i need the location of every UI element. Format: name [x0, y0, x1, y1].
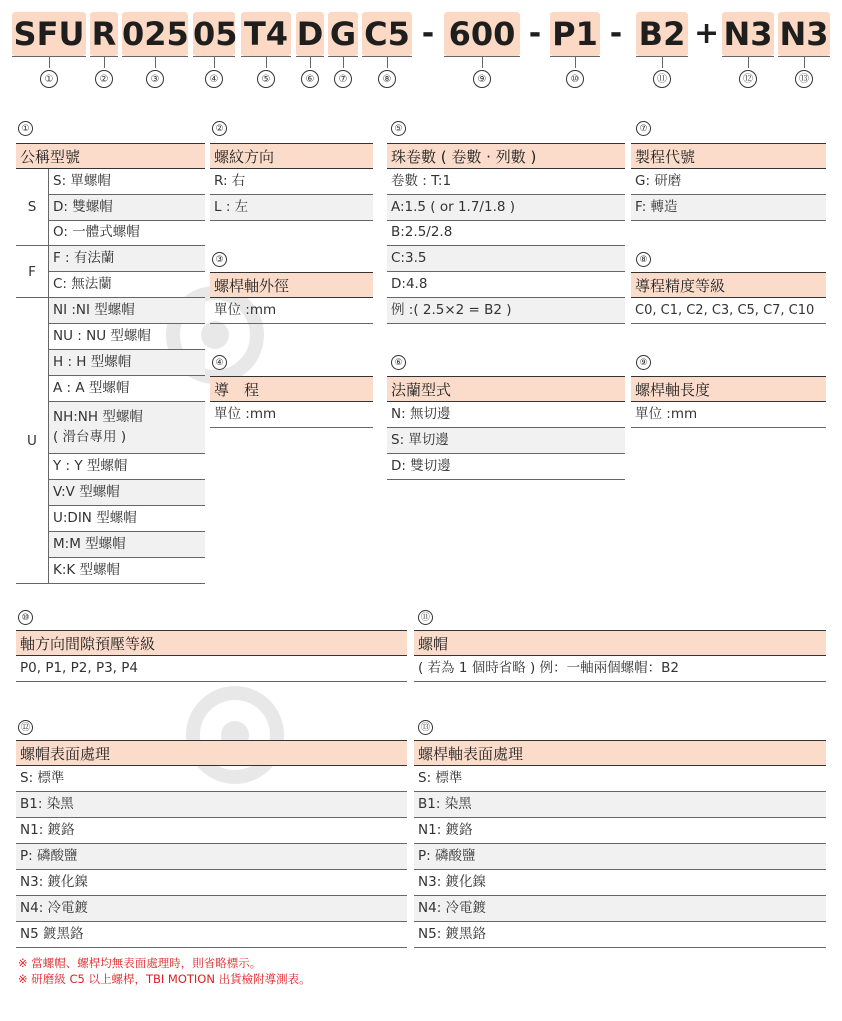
- section-number: ⑨: [636, 355, 651, 370]
- list-item: U:DIN 型螺帽: [49, 506, 205, 532]
- list-item: R: 右: [210, 169, 373, 195]
- code-part-b2: B2: [636, 12, 688, 56]
- code-part-c5: C5: [362, 12, 412, 56]
- list-item: S: 標準: [16, 766, 407, 792]
- group-label-f: F: [16, 246, 49, 298]
- list-item: N3: 鍍化鎳: [16, 870, 407, 896]
- list-item: [49, 402, 205, 454]
- list-item: 單位 :mm: [210, 402, 373, 428]
- section-title: 導 程: [210, 376, 373, 402]
- list-item: S: 標準: [414, 766, 826, 792]
- list-item: K:K 型螺帽: [49, 558, 205, 584]
- section-title: 珠卷數 ( 卷數 · 列數 ): [387, 143, 625, 169]
- section-number: ⑥: [391, 355, 406, 370]
- section-number: ⑩: [18, 610, 33, 625]
- list-item: 卷數 : T:1: [387, 169, 625, 195]
- code-part-sfu: SFU: [12, 12, 86, 56]
- code-index-11: ⑪: [653, 70, 671, 88]
- code-separator: -: [528, 16, 542, 51]
- code-index-9: ⑨: [473, 70, 491, 88]
- code-index-6: ⑥: [301, 70, 319, 88]
- code-index-2: ②: [95, 70, 113, 88]
- code-index-4: ④: [205, 70, 223, 88]
- group-label-u: U: [16, 298, 49, 584]
- code-index-8: ⑧: [378, 70, 396, 88]
- list-item: Y : Y 型螺帽: [49, 454, 205, 480]
- list-item: N: 無切邊: [387, 402, 625, 428]
- list-item: N4: 冷電鍍: [414, 896, 826, 922]
- list-item: V:V 型螺帽: [49, 480, 205, 506]
- code-index-1: ①: [40, 70, 58, 88]
- list-item: C: 無法蘭: [49, 272, 205, 298]
- list-item: N5: 鍍黑鉻: [414, 922, 826, 948]
- list-item: N1: 鍍鉻: [16, 818, 407, 844]
- section-number: ①: [18, 121, 33, 136]
- code-index-5: ⑤: [257, 70, 275, 88]
- list-item: N4: 冷電鍍: [16, 896, 407, 922]
- code-separator: -: [609, 16, 623, 51]
- code-part-n3-nut: N3: [722, 12, 774, 56]
- list-item: 單位 :mm: [210, 298, 373, 324]
- list-item: S: 單切邊: [387, 428, 625, 454]
- section-title: 導程精度等級: [631, 272, 826, 298]
- code-part-r: R: [90, 12, 118, 56]
- list-item: A : A 型螺帽: [49, 376, 205, 402]
- section-title: 法蘭型式: [387, 376, 625, 402]
- code-part-p1: P1: [550, 12, 600, 56]
- code-separator: -: [421, 16, 435, 51]
- list-item: B:2.5/2.8: [387, 220, 625, 246]
- code-part-d: D: [296, 12, 324, 56]
- list-item: G: 研磨: [631, 169, 826, 195]
- section-number: ④: [212, 355, 227, 370]
- list-item: N3: 鍍化鎳: [414, 870, 826, 896]
- list-item-line: ( 滑台專用 ): [53, 429, 127, 445]
- code-part-g: G: [328, 12, 358, 56]
- section-title: 製程代號: [631, 143, 826, 169]
- code-part-600: 600: [444, 12, 520, 56]
- footnote: ※ 研磨級 C5 以上螺桿，TBI MOTION 出貨檢附導測表。: [18, 972, 311, 986]
- list-item: P: 磷酸鹽: [16, 844, 407, 870]
- list-item: N5 鍍黑鉻: [16, 922, 407, 948]
- list-item: F: 轉造: [631, 195, 826, 221]
- section-title: 軸方向間隙預壓等級: [16, 630, 407, 656]
- list-item: O: 一體式螺帽: [49, 220, 205, 246]
- section-number: ⑧: [636, 252, 651, 267]
- list-item: D: 雙切邊: [387, 454, 625, 480]
- section-title: 螺桿軸長度: [631, 376, 826, 402]
- list-item: NU : NU 型螺帽: [49, 324, 205, 350]
- list-item: H : H 型螺帽: [49, 350, 205, 376]
- list-item: B1: 染黑: [16, 792, 407, 818]
- list-item-line: NH:NH 型螺帽: [53, 409, 143, 425]
- section-number: ⑫: [18, 720, 33, 735]
- list-item: C:3.5: [387, 246, 625, 272]
- list-item: C0, C1, C2, C3, C5, C7, C10: [631, 298, 826, 324]
- list-item: ( 若為 1 個時省略 ) 例：一軸兩個螺帽：B2: [414, 656, 826, 682]
- section-title: 螺帽表面處理: [16, 740, 407, 766]
- list-item: P0, P1, P2, P3, P4: [16, 656, 407, 682]
- list-item: 例 :( 2.5×2 = B2 ): [387, 298, 625, 324]
- list-item: D: 雙螺帽: [49, 195, 205, 221]
- section-number: ②: [212, 121, 227, 136]
- list-item: F : 有法蘭: [49, 246, 205, 272]
- footnote: ※ 當螺帽、螺桿均無表面處理時，則省略標示。: [18, 956, 262, 970]
- list-item: N1: 鍍鉻: [414, 818, 826, 844]
- list-item: M:M 型螺帽: [49, 532, 205, 558]
- list-item: P: 磷酸鹽: [414, 844, 826, 870]
- section-number: ⑦: [636, 121, 651, 136]
- list-item: L : 左: [210, 195, 373, 221]
- code-index-10: ⑩: [566, 70, 584, 88]
- section-number: ⑬: [418, 720, 433, 735]
- section-title: 公稱型號: [16, 143, 205, 169]
- list-item: A:1.5 ( or 1.7/1.8 ): [387, 195, 625, 221]
- section-number: ⑤: [391, 121, 406, 136]
- section-title: 螺桿軸外徑: [210, 272, 373, 298]
- list-item: B1: 染黑: [414, 792, 826, 818]
- section-title: 螺桿軸表面處理: [414, 740, 826, 766]
- code-separator: +: [694, 16, 720, 51]
- code-part-t4: T4: [241, 12, 291, 56]
- section-number: ③: [212, 252, 227, 267]
- code-part-05: 05: [193, 12, 235, 56]
- list-item: D:4.8: [387, 272, 625, 298]
- code-index-13: ⑬: [795, 70, 813, 88]
- section-title: 螺帽: [414, 630, 826, 656]
- code-part-n3-shaft: N3: [778, 12, 830, 56]
- list-item: 單位 :mm: [631, 402, 826, 428]
- code-index-7: ⑦: [334, 70, 352, 88]
- group-label-s: S: [16, 169, 49, 246]
- list-item: NI :NI 型螺帽: [49, 298, 205, 324]
- code-index-12: ⑫: [739, 70, 757, 88]
- code-index-3: ③: [146, 70, 164, 88]
- code-part-025: 025: [122, 12, 188, 56]
- list-item: S: 單螺帽: [49, 169, 205, 195]
- section-number: ⑪: [418, 610, 433, 625]
- section-title: 螺紋方向: [210, 143, 373, 169]
